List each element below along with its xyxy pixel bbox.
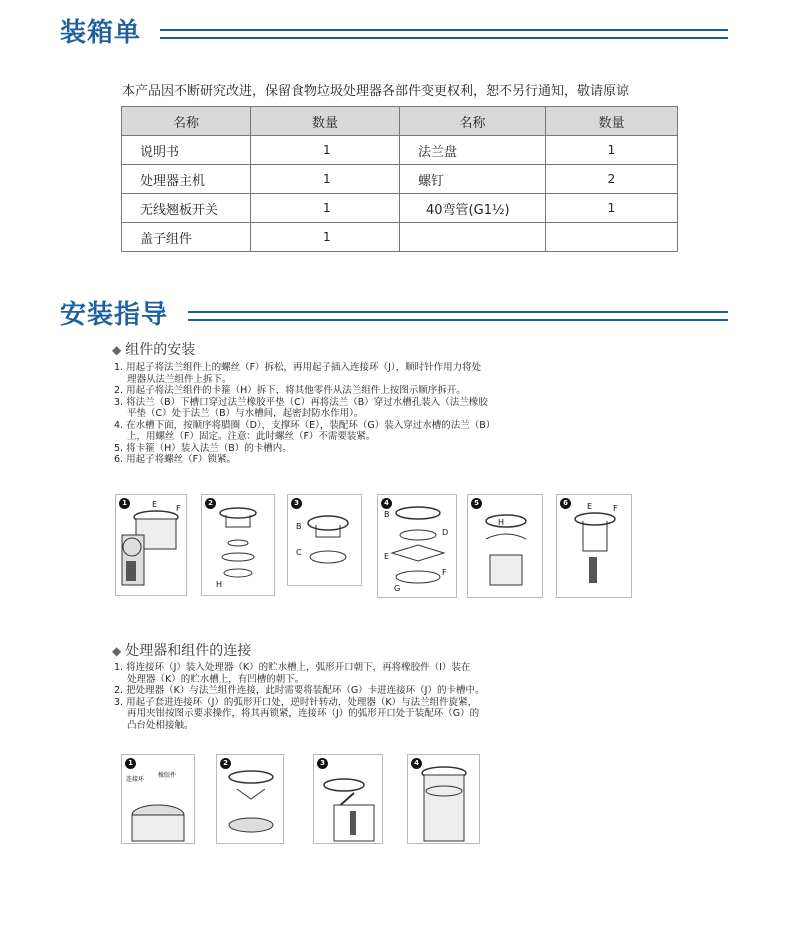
section-heading-components [112,339,195,359]
diagram-panel-1 [115,494,187,596]
step-line: 3. 将法兰（B）下槽口穿过法兰橡胶平垫（C）再将法兰（B）穿过水槽孔装入（法兰橡胶 [114,396,488,408]
cell-qty-2: 1 [546,194,678,223]
cell-qty: 1 [251,223,400,252]
label-e: E [152,500,158,509]
rubber-label: 橡胶件 [158,772,177,779]
label-h: H [216,580,223,589]
step-number-badge: 2 [205,498,216,509]
label-c: C [296,548,302,557]
connection-panel-1 [121,754,195,844]
cell-name-2 [400,223,546,252]
diamond-bullet-icon: ◆ [112,644,122,658]
cell-name: 处理器主机 [122,165,251,194]
step-number-badge: 4 [381,498,392,509]
table-header-row [122,107,678,136]
install-title: 安装指导 [60,300,169,330]
flange-connect-illustration [217,755,283,843]
label-b: B [384,510,390,519]
diagram-panel-6 [556,494,632,598]
cell-name-2: 螺钉 [400,165,546,194]
col-header-qty-2: 数量 [546,107,678,136]
step-line: 4. 在水槽下面，按顺序将腊圈（D），支撑环（E），装配环（G）装入穿过水槽的法兰（B） [114,419,496,431]
step-number-badge: 2 [220,758,231,769]
cell-qty-2: 1 [546,136,678,165]
connection-panel-4 [407,754,480,844]
diagram-panel-3 [287,494,362,586]
connection-panel-3 [313,754,383,844]
ring-label: 连接环 [126,776,145,783]
flange-insert-illustration [288,495,361,585]
step-line: 处理器（K）的贮水槽上，有凹槽的朝下。 [127,673,305,685]
connection-panel-2 [216,754,284,844]
packing-table [121,106,678,252]
label-d: D [442,528,449,537]
diamond-bullet-icon: ◆ [112,343,122,357]
col-header-name-2: 名称 [400,107,546,136]
label-e: E [587,502,593,511]
label-g: G [394,584,401,593]
assembled-unit-illustration [408,755,479,843]
component-steps [114,362,495,466]
step-number-badge: 1 [119,498,130,509]
heading-text: 组件的安装 [125,342,196,358]
step-number-badge: 3 [291,498,302,509]
packing-title-rule [160,29,728,39]
cell-qty-2 [546,223,678,252]
step-line: 6. 用起子将螺丝（F）锁紧。 [114,454,237,465]
step-line: 平垫（C）处于法兰（B）与水槽间，起密封防水作用）。 [127,408,364,419]
label-f: F [613,504,618,513]
cell-name-2: 40弯管(G1½) [400,194,546,223]
connection-steps [114,662,484,731]
disassemble-illustration [116,495,186,595]
cell-name: 无线翘板开关 [122,194,251,223]
step-line: 5. 将卡箍（H）装入法兰（B）的卡槽内。 [114,442,292,454]
step-line: 1. 将连接环（J）装入处理器（K）的贮水槽上，弧形开口朝下，再将橡胶件（I）装在 [114,662,471,673]
cell-name: 说明书 [122,136,251,165]
step-line: 凸台处相接触。 [127,719,194,731]
cell-qty: 1 [251,165,400,194]
cell-qty: 1 [251,136,400,165]
table-row [122,165,678,194]
step-line: 再用夹钳按图示要求操作，将其再锁紧，连接环（J）的弧形开口处于装配环（G）的 [127,708,480,719]
step-line: 2. 把处理器（K）与法兰组件连接，此时需要将装配环（G）卡进连接环（J）的卡槽中。 [114,685,485,696]
packing-notice: 本产品因不断研究改进，保留食物垃圾处理器各部件变更权利，恕不另行通知，敬请原谅 [122,84,630,99]
diagram-panel-5 [467,494,543,598]
cell-name-2: 法兰盘 [400,136,546,165]
clamp-install-illustration [468,495,542,597]
table-row [122,223,678,252]
label-b: B [296,522,302,531]
under-sink-assembly-illustration [378,495,456,597]
label-f: F [442,568,447,577]
col-header-name: 名称 [122,107,251,136]
label-e: E [384,552,390,561]
cell-name: 盖子组件 [122,223,251,252]
flange-parts-illustration [202,495,274,595]
table-row [122,194,678,223]
tighten-screw-illustration [557,495,631,597]
col-header-qty: 数量 [251,107,400,136]
label-h: H [498,518,505,527]
table-row [122,136,678,165]
packing-title: 装箱单 [60,18,142,48]
cell-qty: 1 [251,194,400,223]
step-number-badge: 3 [317,758,328,769]
step-line: 上，用螺丝（F）固定。注意：此时螺丝（F）不需要装紧。 [127,431,376,442]
diagram-panel-4 [377,494,457,598]
step-number-badge: 1 [125,758,136,769]
step-line: 2. 用起子将法兰组件的卡箍（H）拆下，将其他零件从法兰组件上按图示顺序拆开。 [114,385,466,396]
heading-text: 处理器和组件的连接 [125,643,252,659]
diagram-panel-2 [201,494,275,596]
label-f: F [176,504,181,513]
step-number-badge: 4 [411,758,422,769]
step-line: 理器从法兰组件上拆下。 [127,373,232,385]
rotate-tighten-illustration [314,755,382,843]
step-line: 1. 用起子将法兰组件上的螺丝（F）拆松，再用起子插入连接环（J），顺时针作用力将处 [114,362,482,373]
section-heading-connection [112,640,251,660]
ring-install-illustration [122,755,194,843]
install-title-rule [188,311,728,321]
step-number-badge: 6 [560,498,571,509]
cell-qty-2: 2 [546,165,678,194]
step-line: 3. 用起子套进连接环（J）的弧形开口处，逆时针转动，处理器（K）与法兰组件旋紧， [114,696,478,708]
step-number-badge: 5 [471,498,482,509]
